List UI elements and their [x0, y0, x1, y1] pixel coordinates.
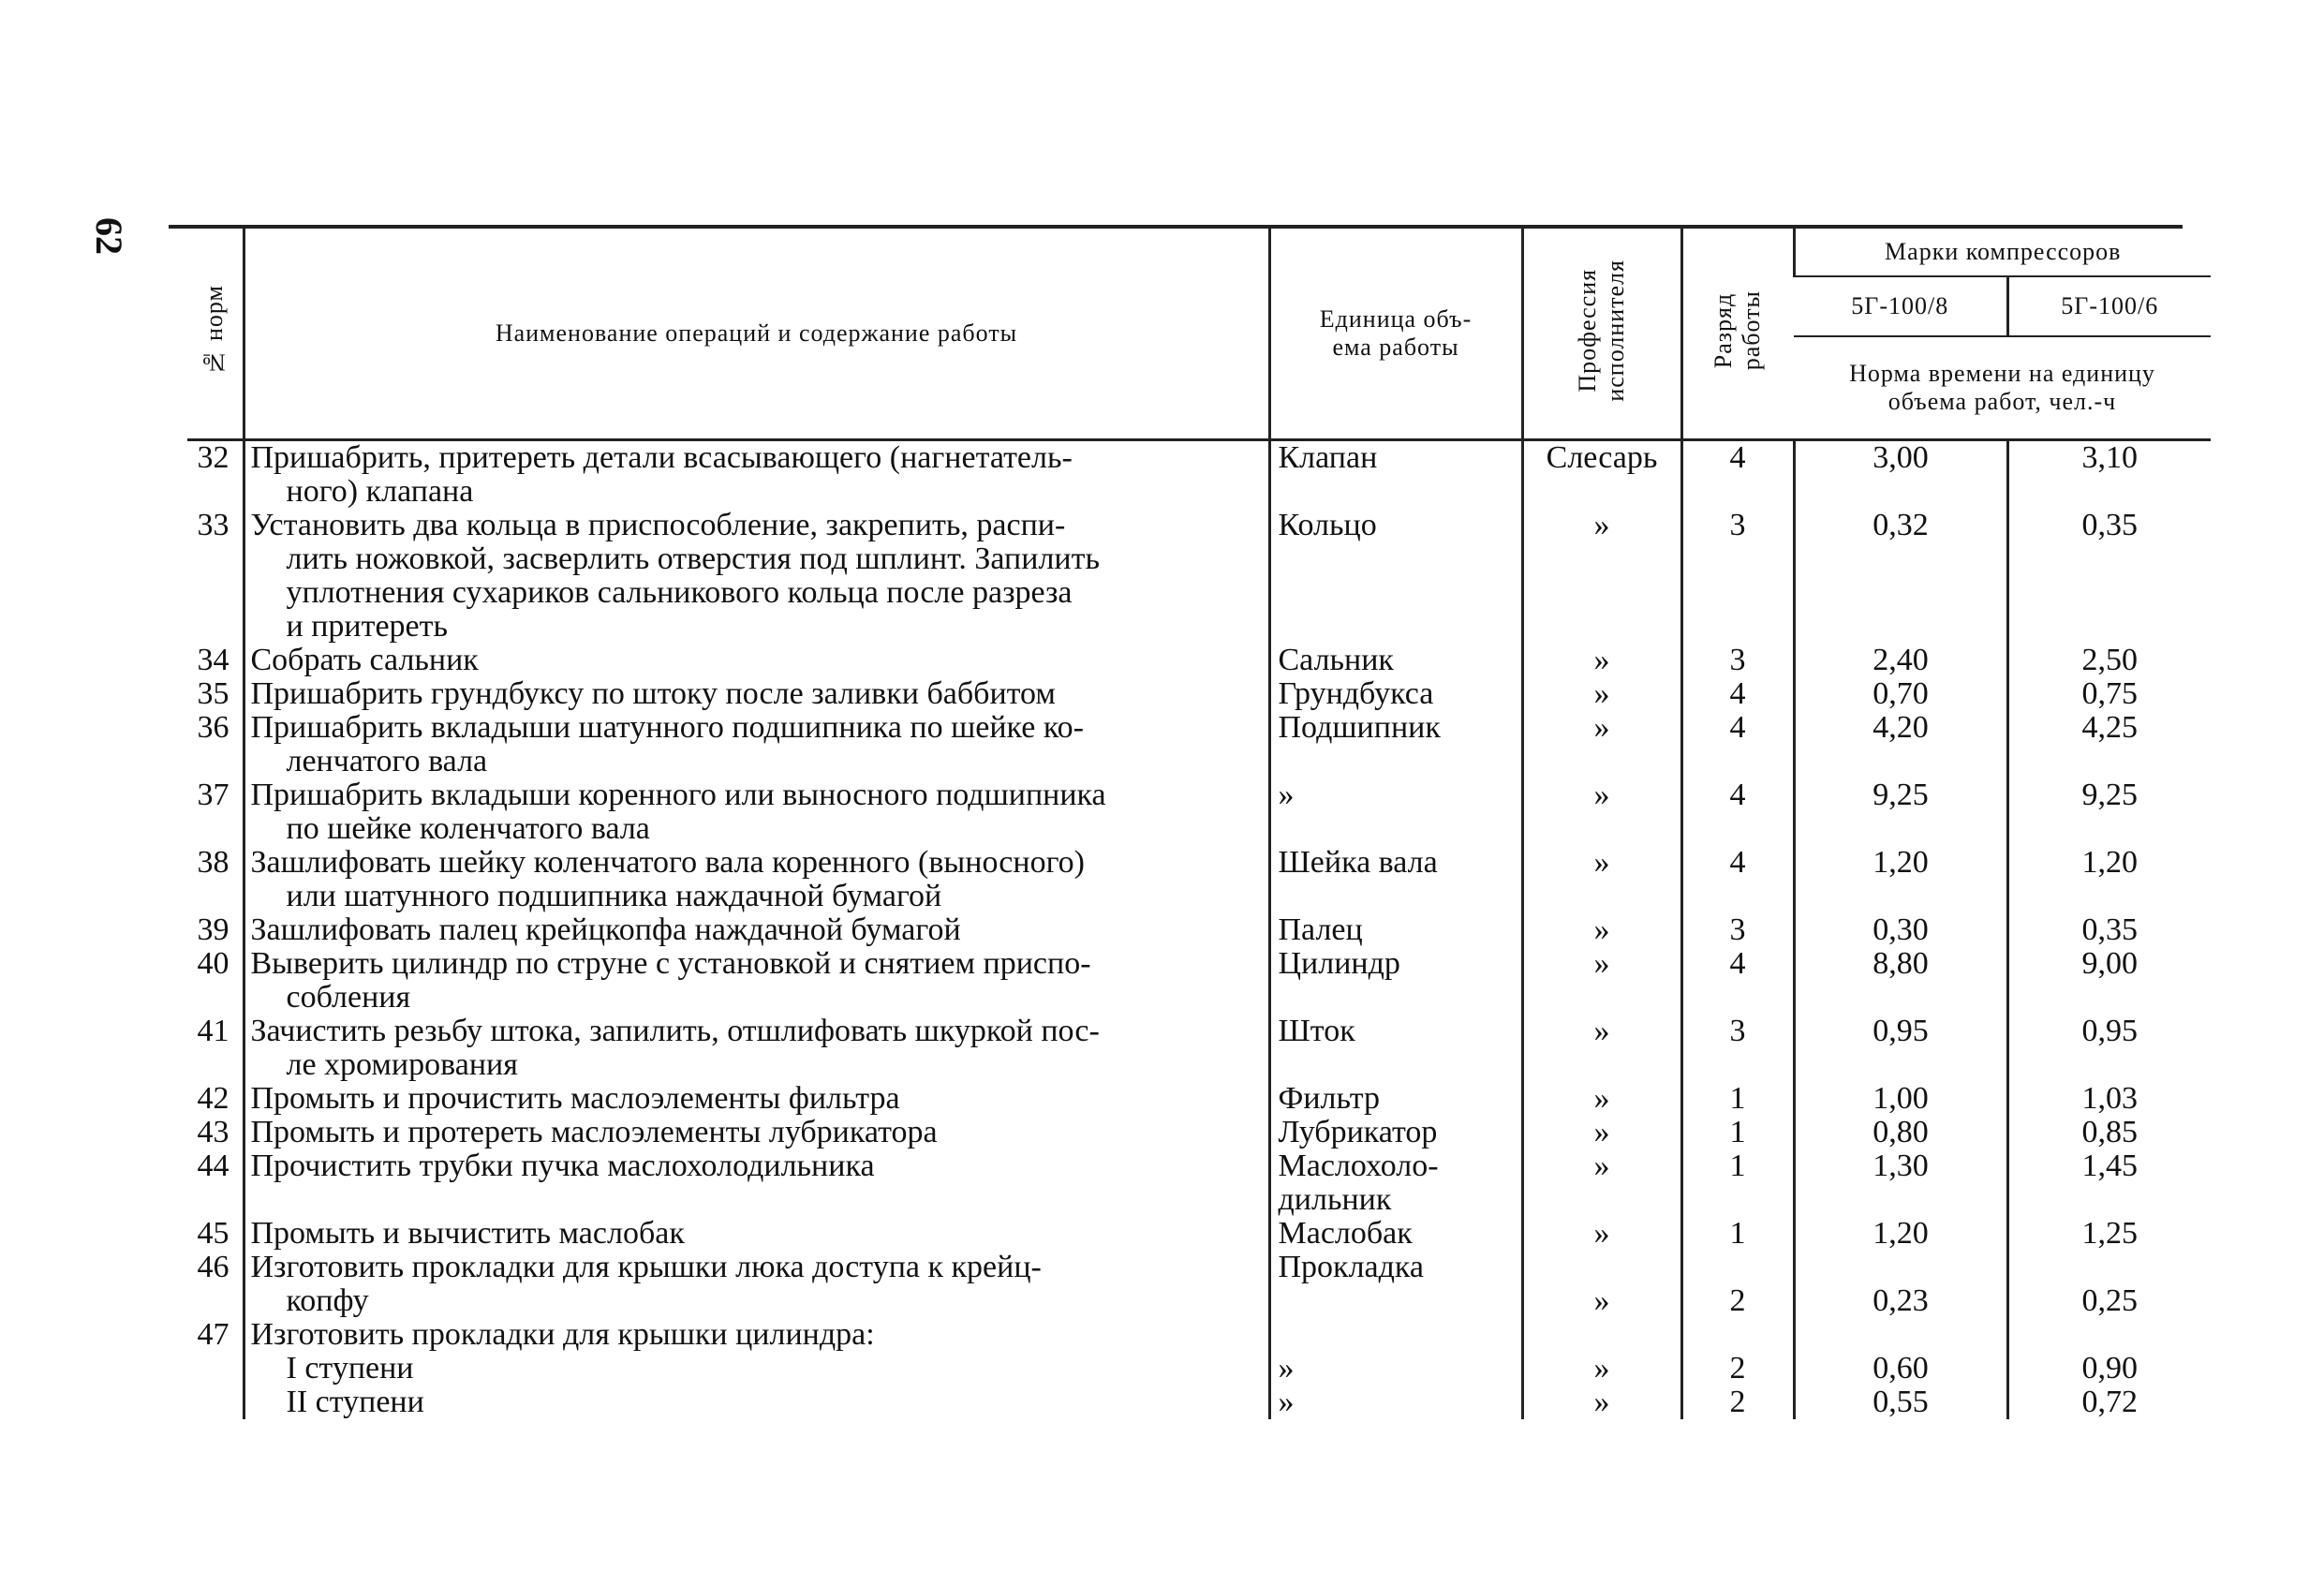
unit-cell: » — [1269, 1352, 1522, 1386]
operation-line: ле хромирования — [286, 1047, 518, 1082]
profession-cell — [1522, 1318, 1681, 1352]
norm-value-5g100-8: 9,25 — [1794, 778, 2007, 846]
norm-value-5g100-8: 1,20 — [1794, 846, 2007, 913]
profession-cell: » — [1522, 1251, 1681, 1318]
norm-value-5g100-8: 1,20 — [1794, 1217, 2007, 1251]
table-row — [187, 509, 2211, 644]
operation-line: II ступени — [286, 1385, 424, 1419]
operation-line: Изготовить прокладки для крышки цилиндра: — [250, 1317, 875, 1352]
table-row — [187, 1116, 2211, 1149]
unit-cell: Фильтр — [1269, 1082, 1522, 1116]
profession-cell: » — [1522, 1116, 1681, 1149]
norm-value-5g100-8: 1,30 — [1794, 1149, 2007, 1217]
profession-cell: » — [1522, 711, 1681, 778]
operation-line: Пришабрить вкладыши коренного или выносного подшипника — [250, 778, 1106, 812]
row-number — [187, 1386, 244, 1419]
table-row — [187, 947, 2211, 1015]
row-number: 32 — [197, 440, 229, 475]
grade-cell: 3 — [1681, 913, 1794, 947]
norm-value-5g100-6 — [2007, 1318, 2211, 1352]
grade-cell: 2 — [1681, 1386, 1794, 1419]
row-number: 46 — [197, 1250, 229, 1284]
operation-cell — [244, 644, 1269, 677]
operation-line: I ступени — [286, 1351, 414, 1386]
row-number: 47 — [197, 1317, 229, 1352]
norm-value-5g100-8: 0,60 — [1794, 1352, 2007, 1386]
unit-cell: » — [1269, 778, 1522, 846]
table-row — [187, 1149, 2211, 1217]
operation-line: лить ножовкой, засверлить отверстия под шплинт. Запилить — [286, 541, 1100, 576]
header-num: № норм — [187, 229, 244, 440]
norm-value-5g100-6: 0,25 — [2081, 1283, 2138, 1318]
operation-cell — [244, 1217, 1269, 1251]
profession-cell: » — [1522, 913, 1681, 947]
unit-cell: Шток — [1269, 1015, 1522, 1082]
row-number: 36 — [197, 710, 229, 745]
profession-cell: » — [1522, 778, 1681, 846]
grade-cell: 4 — [1681, 947, 1794, 1015]
unit-cell: Прокладка — [1269, 1251, 1522, 1318]
unit-cell: Палец — [1269, 913, 1522, 947]
norm-value-5g100-8: 0,23 — [1794, 1251, 2007, 1318]
operation-cell — [244, 1149, 1269, 1217]
grade-cell: 2 — [1681, 1352, 1794, 1386]
row-number: 40 — [197, 946, 229, 981]
grade-cell: 4 — [1681, 440, 1794, 510]
operation-line: по шейке коленчатого вала — [286, 811, 650, 846]
header-grade: Разряд работы — [1681, 229, 1794, 440]
grade-cell: 1 — [1681, 1082, 1794, 1116]
table-row — [187, 913, 2211, 947]
norm-value-5g100-8: 1,00 — [1794, 1082, 2007, 1116]
unit-cell: Сальник — [1269, 644, 1522, 677]
table-row — [187, 1251, 2211, 1318]
grade-cell: 3 — [1681, 509, 1794, 644]
grade-cell: 4 — [1681, 677, 1794, 711]
operation-cell — [244, 846, 1269, 913]
norm-value-5g100-8: 3,00 — [1794, 440, 2007, 510]
norm-value-5g100-6: 9,00 — [2081, 946, 2138, 981]
norm-value-5g100-8: 2,40 — [1794, 644, 2007, 677]
profession-cell: » — [1522, 677, 1681, 711]
table-body — [187, 440, 2211, 1420]
operation-cell — [244, 947, 1269, 1015]
grade-cell: 3 — [1681, 644, 1794, 677]
row-number: 34 — [197, 643, 229, 677]
table-row — [187, 1015, 2211, 1082]
norms-table — [187, 229, 2211, 1419]
table-row — [187, 846, 2211, 913]
row-number: 45 — [197, 1216, 229, 1251]
row-number: 35 — [197, 676, 229, 711]
header-profession: Профессия исполнителя — [1522, 229, 1681, 440]
table-row — [187, 711, 2211, 778]
row-number: 43 — [197, 1115, 229, 1149]
operation-line: ного) клапана — [286, 474, 474, 509]
unit-cell — [1269, 1318, 1522, 1352]
operation-cell — [244, 1015, 1269, 1082]
grade-cell: 1 — [1681, 1217, 1794, 1251]
table-row — [187, 1386, 2211, 1419]
operation-line: Установить два кольца в приспособление, закрепить, распи- — [250, 508, 1066, 542]
row-number: 44 — [197, 1149, 229, 1183]
operation-cell — [244, 778, 1269, 846]
table-header — [187, 229, 2211, 440]
page-number: 62 — [88, 217, 130, 255]
row-number: 41 — [197, 1014, 229, 1048]
profession-cell: » — [1522, 644, 1681, 677]
norm-value-5g100-8: 0,95 — [1794, 1015, 2007, 1082]
operation-cell — [244, 1251, 1269, 1318]
operation-line: собления — [286, 980, 411, 1015]
grade-cell: 3 — [1681, 1015, 1794, 1082]
grade-cell: 4 — [1681, 711, 1794, 778]
operation-line: ленчатого вала — [286, 744, 488, 778]
norm-value-5g100-8: 0,55 — [1794, 1386, 2007, 1419]
operation-cell — [244, 677, 1269, 711]
header-operation: Наименование операций и содержание работы — [244, 229, 1269, 440]
norm-value-5g100-6: 0,95 — [2081, 1014, 2138, 1048]
norm-value-5g100-8: 4,20 — [1794, 711, 2007, 778]
operation-line: Зачистить резьбу штока, запилить, отшлифовать шкуркой пос- — [250, 1014, 1100, 1048]
operation-cell — [244, 1352, 1269, 1386]
operation-line: Прочистить трубки пучка маслохолодильника — [250, 1149, 875, 1183]
profession-cell: » — [1522, 1015, 1681, 1082]
norm-value-5g100-6: 0,85 — [2081, 1115, 2138, 1149]
norm-value-5g100-6: 1,03 — [2081, 1081, 2138, 1116]
norm-value-5g100-6: 1,25 — [2081, 1216, 2138, 1251]
operation-cell — [244, 1386, 1269, 1419]
norm-value-5g100-6: 4,25 — [2081, 710, 2138, 745]
unit-cell: Клапан — [1269, 440, 1522, 510]
profession-cell: » — [1522, 1149, 1681, 1217]
table-row — [187, 1217, 2211, 1251]
operation-line: Пришабрить грундбуксу по штоку после заливки баббитом — [250, 676, 1056, 711]
operation-line: Пришабрить вкладыши шатунного подшипника по шейке ко- — [250, 710, 1084, 745]
table-row — [187, 1318, 2211, 1352]
profession-cell: » — [1522, 509, 1681, 644]
operation-line: копфу — [286, 1283, 369, 1318]
operation-line: Выверить цилиндр по струне с установкой и снятием приспо- — [250, 946, 1091, 981]
operation-cell — [244, 440, 1269, 510]
unit-cell: Подшипник — [1269, 711, 1522, 778]
header-model-2: 5Г-100/6 — [2007, 276, 2211, 336]
operation-line: Промыть и прочистить маслоэлементы фильтра — [250, 1081, 900, 1116]
unit-cell: Маслобак — [1269, 1217, 1522, 1251]
table-row — [187, 644, 2211, 677]
operation-line: Собрать сальник — [250, 643, 479, 677]
unit-cell: Шейка вала — [1269, 846, 1522, 913]
operation-line: или шатунного подшипника наждачной бумагой — [286, 879, 942, 913]
operation-line: и притереть — [286, 609, 448, 644]
grade-cell: 4 — [1681, 846, 1794, 913]
norm-value-5g100-6: 0,75 — [2081, 676, 2138, 711]
norm-value-5g100-8: 0,70 — [1794, 677, 2007, 711]
table-row — [187, 778, 2211, 846]
unit-cell: Кольцо — [1269, 509, 1522, 644]
table-row — [187, 1352, 2211, 1386]
table-row — [187, 1082, 2211, 1116]
operation-line: Зашлифовать шейку коленчатого вала коренного (выносного) — [250, 845, 1085, 880]
profession-cell: » — [1522, 846, 1681, 913]
norm-value-5g100-6: 1,20 — [2081, 845, 2138, 880]
norm-value-5g100-6: 0,72 — [2081, 1385, 2138, 1419]
norm-value-5g100-6: 2,50 — [2081, 643, 2138, 677]
unit-cell: Цилиндр — [1269, 947, 1522, 1015]
header-brands: Марки компрессоров — [1794, 229, 2211, 276]
operation-line: уплотнения сухариков сальникового кольца после разреза — [286, 575, 1073, 610]
unit-cell: Лубрикатор — [1269, 1116, 1522, 1149]
norm-value-5g100-6: 0,35 — [2081, 508, 2138, 542]
norm-value-5g100-6: 3,10 — [2081, 440, 2138, 475]
operation-line: Промыть и протереть маслоэлементы лубрикатора — [250, 1115, 938, 1149]
operation-cell — [244, 711, 1269, 778]
row-number: 33 — [197, 508, 229, 542]
norm-value-5g100-8: 0,80 — [1794, 1116, 2007, 1149]
norm-value-5g100-8: 0,32 — [1794, 509, 2007, 644]
row-number: 37 — [197, 778, 229, 812]
profession-cell: » — [1522, 1217, 1681, 1251]
operation-cell — [244, 1116, 1269, 1149]
profession-cell: » — [1522, 1082, 1681, 1116]
norm-value-5g100-6: 9,25 — [2081, 778, 2138, 812]
row-number — [187, 1352, 244, 1386]
row-number: 38 — [197, 845, 229, 880]
grade-cell: 1 — [1681, 1149, 1794, 1217]
norm-value-5g100-8: 0,30 — [1794, 913, 2007, 947]
norm-value-5g100-6: 0,90 — [2081, 1351, 2138, 1386]
grade-cell — [1681, 1318, 1794, 1352]
unit-cell: Грундбукса — [1269, 677, 1522, 711]
profession-cell: » — [1522, 1352, 1681, 1386]
header-unit: Единица объ- ема работы — [1269, 229, 1522, 440]
operation-line: Промыть и вычистить маслобак — [250, 1216, 685, 1251]
grade-cell: 4 — [1681, 778, 1794, 846]
operation-cell — [244, 509, 1269, 644]
profession-cell: Слесарь — [1522, 440, 1681, 510]
norm-value-5g100-6: 1,45 — [2081, 1149, 2138, 1183]
norm-value-5g100-8 — [1794, 1318, 2007, 1352]
header-norm-label: Норма времени на единицу объема работ, чел.-ч — [1794, 336, 2211, 440]
operation-line: Пришабрить, притереть детали всасывающего (нагнетатель- — [250, 440, 1073, 475]
row-number: 39 — [197, 912, 229, 947]
operation-cell — [244, 1318, 1269, 1352]
unit-cell: Маслохоло- дильник — [1269, 1149, 1522, 1217]
grade-cell: 1 — [1681, 1116, 1794, 1149]
grade-cell: 2 — [1681, 1251, 1794, 1318]
header-model-1: 5Г-100/8 — [1794, 276, 2007, 336]
unit-cell: » — [1269, 1386, 1522, 1419]
operation-line: Изготовить прокладки для крышки люка доступа к крейц- — [250, 1250, 1042, 1284]
operation-cell — [244, 913, 1269, 947]
row-number: 42 — [197, 1081, 229, 1116]
norm-value-5g100-6: 0,35 — [2081, 912, 2138, 947]
operation-line: Зашлифовать палец крейцкопфа наждачной бумагой — [250, 912, 961, 947]
profession-cell: » — [1522, 1386, 1681, 1419]
operation-cell — [244, 1082, 1269, 1116]
table-row — [187, 677, 2211, 711]
profession-cell: » — [1522, 947, 1681, 1015]
table-row — [187, 440, 2211, 510]
norm-value-5g100-8: 8,80 — [1794, 947, 2007, 1015]
